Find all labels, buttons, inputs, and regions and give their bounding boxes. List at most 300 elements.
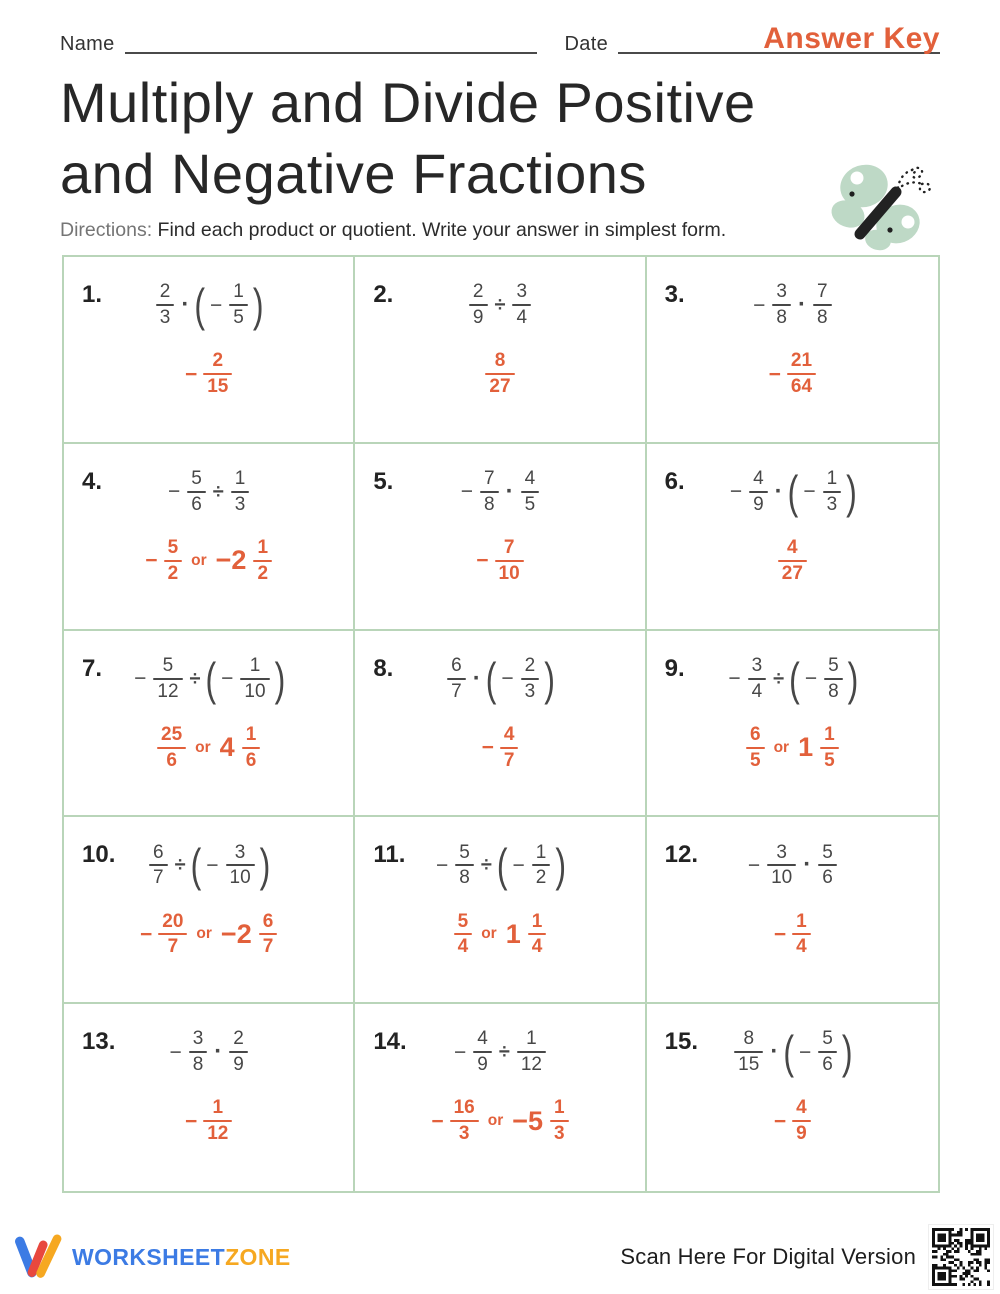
numerator: 1	[257, 537, 269, 559]
fraction-bar	[767, 864, 796, 866]
minus-sign: −	[729, 480, 743, 504]
fraction-bar	[532, 864, 551, 866]
denominator: 4	[531, 936, 543, 958]
denominator: 8	[192, 1054, 204, 1076]
minus-sign: −	[773, 922, 787, 946]
fraction	[748, 655, 767, 703]
denominator: 9	[233, 1054, 244, 1076]
numerator: 6	[153, 841, 164, 863]
numerator: 1	[249, 654, 261, 676]
fraction	[792, 911, 811, 959]
denominator: 2	[257, 562, 269, 584]
name-write-line	[125, 28, 537, 54]
denominator: 8	[776, 307, 787, 329]
fraction-bar	[813, 304, 832, 306]
date-label: Date	[564, 33, 608, 55]
denominator: 6	[166, 749, 177, 771]
numerator: 20	[162, 910, 184, 932]
fraction	[517, 1028, 546, 1076]
fraction	[203, 1097, 232, 1145]
problem-cell	[647, 257, 938, 444]
numerator: 1	[233, 281, 244, 303]
fraction-bar	[792, 933, 811, 935]
problem-cell	[64, 444, 355, 631]
whole-number: 4	[219, 732, 235, 763]
minus-sign: −	[134, 667, 147, 691]
denominator: 5	[233, 307, 244, 329]
denominator: 3	[159, 307, 171, 329]
problem-number: 8.	[373, 654, 394, 682]
worksheetzone-logo	[12, 1232, 291, 1282]
fraction-bar	[157, 747, 186, 749]
fraction-bar	[818, 1051, 837, 1053]
problem-expression	[647, 645, 938, 713]
problem-number: 1.	[82, 281, 103, 309]
denominator: 3	[826, 493, 838, 515]
fraction	[158, 911, 187, 959]
fraction-bar	[528, 933, 547, 935]
fraction-bar	[153, 678, 182, 680]
problem-answer	[647, 530, 938, 592]
fraction-bar	[749, 491, 768, 493]
denominator: 9	[477, 1054, 488, 1076]
fraction-bar	[226, 864, 255, 866]
problem-expression	[647, 458, 938, 526]
fraction-bar	[495, 560, 524, 562]
denominator: 2	[167, 562, 179, 584]
numerator: 1	[554, 1097, 565, 1119]
divide-sign: ÷	[189, 667, 201, 690]
multiply-sign: ·	[181, 291, 190, 319]
numerator: 8	[743, 1028, 755, 1050]
fraction-bar	[734, 1051, 763, 1053]
denominator: 15	[738, 1054, 760, 1076]
numerator: 4	[477, 1028, 488, 1050]
minus-sign: −	[184, 1109, 198, 1133]
multiply-sign: ·	[770, 1038, 779, 1066]
minus-sign: −	[210, 293, 223, 317]
fraction	[469, 281, 488, 329]
fraction	[792, 1097, 811, 1145]
fraction	[818, 842, 837, 890]
denominator: 9	[796, 1123, 807, 1145]
whole-number: −2	[215, 545, 247, 576]
title-line-2: and Negative Fractions	[60, 141, 647, 205]
minus-sign: −	[768, 362, 781, 386]
fraction-bar	[455, 864, 474, 866]
multiply-sign: ·	[472, 664, 481, 692]
fraction-bar	[447, 678, 466, 680]
problem-number: 10.	[82, 841, 116, 869]
problem-cell	[64, 1004, 355, 1191]
numerator: 3	[776, 841, 787, 863]
fraction-bar	[820, 747, 839, 749]
fraction	[149, 842, 168, 890]
numerator: 16	[453, 1097, 475, 1119]
or-word: or	[481, 925, 497, 943]
fraction	[820, 724, 839, 772]
problem-number: 4.	[82, 467, 103, 495]
denominator: 27	[781, 562, 803, 584]
denominator: 5	[749, 749, 761, 771]
problem-number: 3.	[664, 281, 685, 309]
numerator: 5	[162, 654, 174, 676]
divide-sign: ÷	[480, 854, 492, 877]
numerator: 8	[494, 350, 506, 372]
left-paren: (	[496, 839, 508, 892]
fraction-bar	[772, 304, 791, 306]
minus-sign: −	[803, 480, 816, 504]
fraction	[454, 911, 473, 959]
minus-sign: −	[167, 480, 181, 504]
fraction-bar	[792, 1120, 811, 1122]
denominator: 27	[489, 376, 511, 398]
problem-number: 12.	[664, 841, 699, 869]
fraction	[521, 655, 540, 703]
denominator: 3	[524, 680, 536, 702]
fraction-bar	[500, 747, 519, 749]
fraction	[229, 1028, 248, 1076]
fraction	[203, 350, 232, 398]
footer	[12, 1224, 994, 1290]
fraction	[778, 537, 807, 585]
problem-number: 15.	[664, 1028, 699, 1056]
multiply-sign: ·	[797, 291, 806, 319]
numerator: 7	[816, 281, 828, 303]
right-paren: )	[274, 652, 286, 705]
numerator: 6	[749, 723, 761, 745]
fraction	[259, 911, 278, 959]
denominator: 5	[524, 493, 536, 515]
left-paren: (	[789, 652, 800, 705]
denominator: 4	[516, 307, 528, 329]
title-line-1: Multiply and Divide Positive	[60, 71, 756, 134]
numerator: 25	[161, 723, 183, 745]
problem-cell	[355, 817, 646, 1004]
minus-sign: −	[728, 667, 741, 691]
multiply-sign: ·	[505, 477, 514, 505]
fraction	[242, 724, 261, 772]
brand-zone: ZONE	[225, 1243, 291, 1270]
fraction	[824, 655, 843, 703]
left-paren: (	[787, 465, 799, 518]
problem-answer	[647, 903, 938, 965]
problem-expression	[64, 271, 353, 339]
minus-sign: −	[773, 1109, 787, 1133]
denominator: 7	[451, 680, 462, 702]
numerator: 3	[751, 654, 763, 676]
qr-code-icon	[928, 1224, 994, 1290]
fraction-bar	[480, 491, 499, 493]
denominator: 10	[229, 867, 251, 889]
fraction	[500, 724, 519, 772]
brand-worksheet: WORKSHEET	[72, 1243, 226, 1270]
problem-answer	[647, 343, 938, 405]
fraction-bar	[231, 491, 250, 493]
denominator: 4	[751, 680, 763, 702]
fraction	[818, 1028, 837, 1076]
problem-number: 13.	[82, 1028, 116, 1056]
fraction-bar	[550, 1120, 569, 1122]
denominator: 6	[191, 493, 202, 515]
numerator: 5	[167, 537, 179, 559]
problems-grid	[62, 255, 940, 1193]
fraction	[734, 1028, 763, 1076]
fraction	[550, 1097, 569, 1145]
fraction-bar	[473, 1051, 492, 1053]
problem-number: 2.	[373, 281, 394, 309]
fraction	[231, 468, 250, 516]
numerator: 5	[828, 654, 839, 676]
whole-number: 1	[798, 732, 814, 763]
right-paren: )	[252, 278, 264, 332]
minus-sign: −	[460, 480, 474, 504]
fraction	[480, 468, 499, 516]
right-paren: )	[555, 839, 566, 892]
right-paren: )	[544, 652, 555, 705]
denominator: 7	[503, 749, 515, 771]
fraction-bar	[229, 304, 248, 306]
minus-sign: −	[140, 922, 153, 946]
numerator: 1	[526, 1028, 537, 1050]
fraction	[153, 655, 182, 703]
problem-expression	[355, 458, 644, 526]
problem-answer	[64, 343, 353, 405]
fraction-bar	[512, 304, 531, 306]
minus-sign: −	[169, 1040, 182, 1064]
numerator: 4	[753, 468, 764, 490]
left-paren: (	[485, 652, 497, 705]
numerator: 3	[192, 1028, 204, 1050]
minus-sign: −	[206, 853, 219, 877]
problem-number: 14.	[373, 1028, 407, 1056]
numerator: 5	[457, 910, 469, 932]
problem-expression	[64, 645, 353, 713]
fraction-bar	[450, 1120, 479, 1122]
fraction-bar	[164, 560, 183, 562]
problem-expression	[355, 271, 644, 339]
denominator: 3	[554, 1123, 565, 1145]
fraction	[485, 350, 514, 398]
problem-expression	[355, 645, 644, 713]
fraction-bar	[521, 491, 540, 493]
numerator: 5	[822, 841, 833, 863]
problem-answer	[355, 717, 644, 779]
numerator: 5	[459, 841, 470, 863]
fraction-bar	[149, 864, 168, 866]
fraction	[455, 842, 474, 890]
numerator: 1	[212, 1097, 224, 1119]
problem-answer	[355, 1090, 644, 1152]
problem-cell	[355, 1004, 646, 1191]
denominator: 8	[816, 307, 828, 329]
denominator: 4	[457, 936, 469, 958]
fraction	[521, 468, 540, 516]
minus-sign: −	[221, 667, 234, 691]
denominator: 10	[244, 680, 266, 702]
multiply-sign: ·	[774, 477, 783, 505]
fraction	[240, 655, 269, 703]
fraction	[772, 281, 791, 329]
whole-number: −2	[220, 918, 252, 949]
fraction	[253, 537, 272, 585]
denominator: 12	[157, 680, 179, 702]
multiply-sign: ·	[803, 851, 812, 879]
left-paren: (	[205, 652, 217, 705]
denominator: 4	[796, 936, 807, 958]
fraction	[749, 468, 768, 516]
problem-cell	[355, 631, 646, 818]
denominator: 3	[234, 493, 246, 515]
fraction-bar	[521, 678, 540, 680]
fraction-bar	[229, 1051, 248, 1053]
minus-sign: −	[747, 853, 761, 877]
right-paren: )	[259, 839, 271, 892]
or-word: or	[487, 1112, 504, 1130]
directions-text: Find each product or quotient. Write your answer in simplest form.	[152, 219, 727, 242]
directions-label: Directions:	[60, 219, 153, 242]
fraction-bar	[454, 933, 473, 935]
logo-w-icon	[12, 1232, 64, 1282]
name-label: Name	[60, 33, 115, 55]
fraction-bar	[156, 304, 175, 306]
or-word: or	[195, 738, 211, 756]
denominator: 8	[828, 680, 839, 702]
minus-sign: −	[454, 1040, 467, 1064]
problem-number: 9.	[664, 654, 685, 682]
or-word: or	[191, 551, 207, 569]
denominator: 8	[484, 493, 495, 515]
whole-number: 1	[505, 918, 521, 949]
numerator: 2	[233, 1028, 244, 1050]
denominator: 9	[472, 307, 484, 329]
numerator: 1	[245, 723, 257, 745]
fraction	[229, 281, 248, 329]
denominator: 15	[207, 376, 229, 398]
numerator: 3	[776, 281, 787, 303]
numerator: 5	[191, 468, 202, 490]
fraction-bar	[485, 373, 514, 375]
minus-sign: −	[476, 549, 489, 573]
numerator: 2	[472, 281, 484, 303]
fraction-bar	[818, 864, 837, 866]
fraction-bar	[746, 747, 765, 749]
minus-sign: −	[804, 667, 818, 691]
fraction-bar	[517, 1051, 546, 1053]
fraction	[512, 281, 531, 329]
problem-answer	[64, 717, 353, 779]
denominator: 6	[822, 1054, 833, 1076]
numerator: 1	[824, 723, 835, 745]
divide-sign: ÷	[174, 854, 186, 877]
fraction	[189, 1028, 208, 1076]
fraction-bar	[253, 560, 272, 562]
minus-sign: −	[798, 1040, 812, 1064]
fraction	[473, 1028, 492, 1076]
problem-cell	[355, 444, 646, 631]
fraction	[746, 724, 765, 772]
denominator: 64	[790, 376, 813, 398]
fraction	[767, 842, 796, 890]
fraction	[157, 724, 186, 772]
numerator: 5	[822, 1028, 833, 1050]
numerator: 2	[159, 281, 171, 303]
numerator: 4	[787, 537, 798, 559]
problem-answer	[355, 530, 644, 592]
denominator: 10	[771, 867, 793, 889]
divide-sign: ÷	[494, 294, 506, 317]
divide-sign: ÷	[773, 667, 785, 690]
numerator: 4	[524, 468, 536, 490]
numerator: 6	[262, 910, 274, 932]
fraction-bar	[187, 491, 206, 493]
fraction-bar	[189, 1051, 208, 1053]
problem-expression	[64, 458, 353, 526]
numerator: 7	[503, 537, 515, 559]
numerator: 3	[234, 841, 246, 863]
numerator: 3	[516, 281, 528, 303]
problem-number: 11.	[373, 841, 406, 869]
problem-answer	[647, 1090, 938, 1152]
denominator: 8	[459, 867, 470, 889]
numerator: 1	[826, 468, 838, 490]
numerator: 6	[451, 654, 462, 676]
denominator: 7	[167, 936, 179, 958]
problem-number: 5.	[373, 467, 394, 495]
fraction	[226, 842, 255, 890]
left-paren: (	[783, 1026, 794, 1079]
problem-cell	[647, 631, 938, 818]
divide-sign: ÷	[212, 480, 224, 503]
brand-text	[72, 1244, 291, 1271]
denominator: 12	[520, 1054, 542, 1076]
multiply-sign: ·	[214, 1038, 223, 1066]
fraction-bar	[748, 678, 767, 680]
numerator: 1	[796, 910, 807, 932]
problem-answer	[355, 903, 644, 965]
numerator: 1	[531, 910, 543, 932]
denominator: 7	[153, 867, 164, 889]
denominator: 6	[245, 749, 257, 771]
problem-answer	[64, 530, 353, 592]
minus-sign: −	[512, 853, 525, 877]
problem-cell	[64, 257, 355, 444]
butterfly-icon	[824, 152, 942, 256]
problem-cell	[647, 817, 938, 1004]
fraction	[164, 537, 183, 585]
denominator: 3	[458, 1123, 470, 1145]
minus-sign: −	[753, 293, 766, 317]
fraction-bar	[242, 747, 261, 749]
problem-number: 7.	[82, 654, 103, 682]
problem-number: 6.	[664, 467, 685, 495]
fraction-bar	[787, 373, 816, 375]
denominator: 7	[262, 936, 274, 958]
fraction	[823, 468, 842, 516]
problem-cell	[64, 631, 355, 818]
denominator: 5	[824, 749, 835, 771]
fraction	[450, 1097, 479, 1145]
problem-cell	[355, 257, 646, 444]
page-title	[60, 68, 940, 209]
divide-sign: ÷	[498, 1041, 510, 1064]
fraction-bar	[203, 373, 232, 375]
fraction-bar	[469, 304, 488, 306]
problem-cell	[647, 444, 938, 631]
fraction-bar	[823, 491, 842, 493]
fraction-bar	[824, 678, 843, 680]
minus-sign: −	[145, 549, 158, 573]
